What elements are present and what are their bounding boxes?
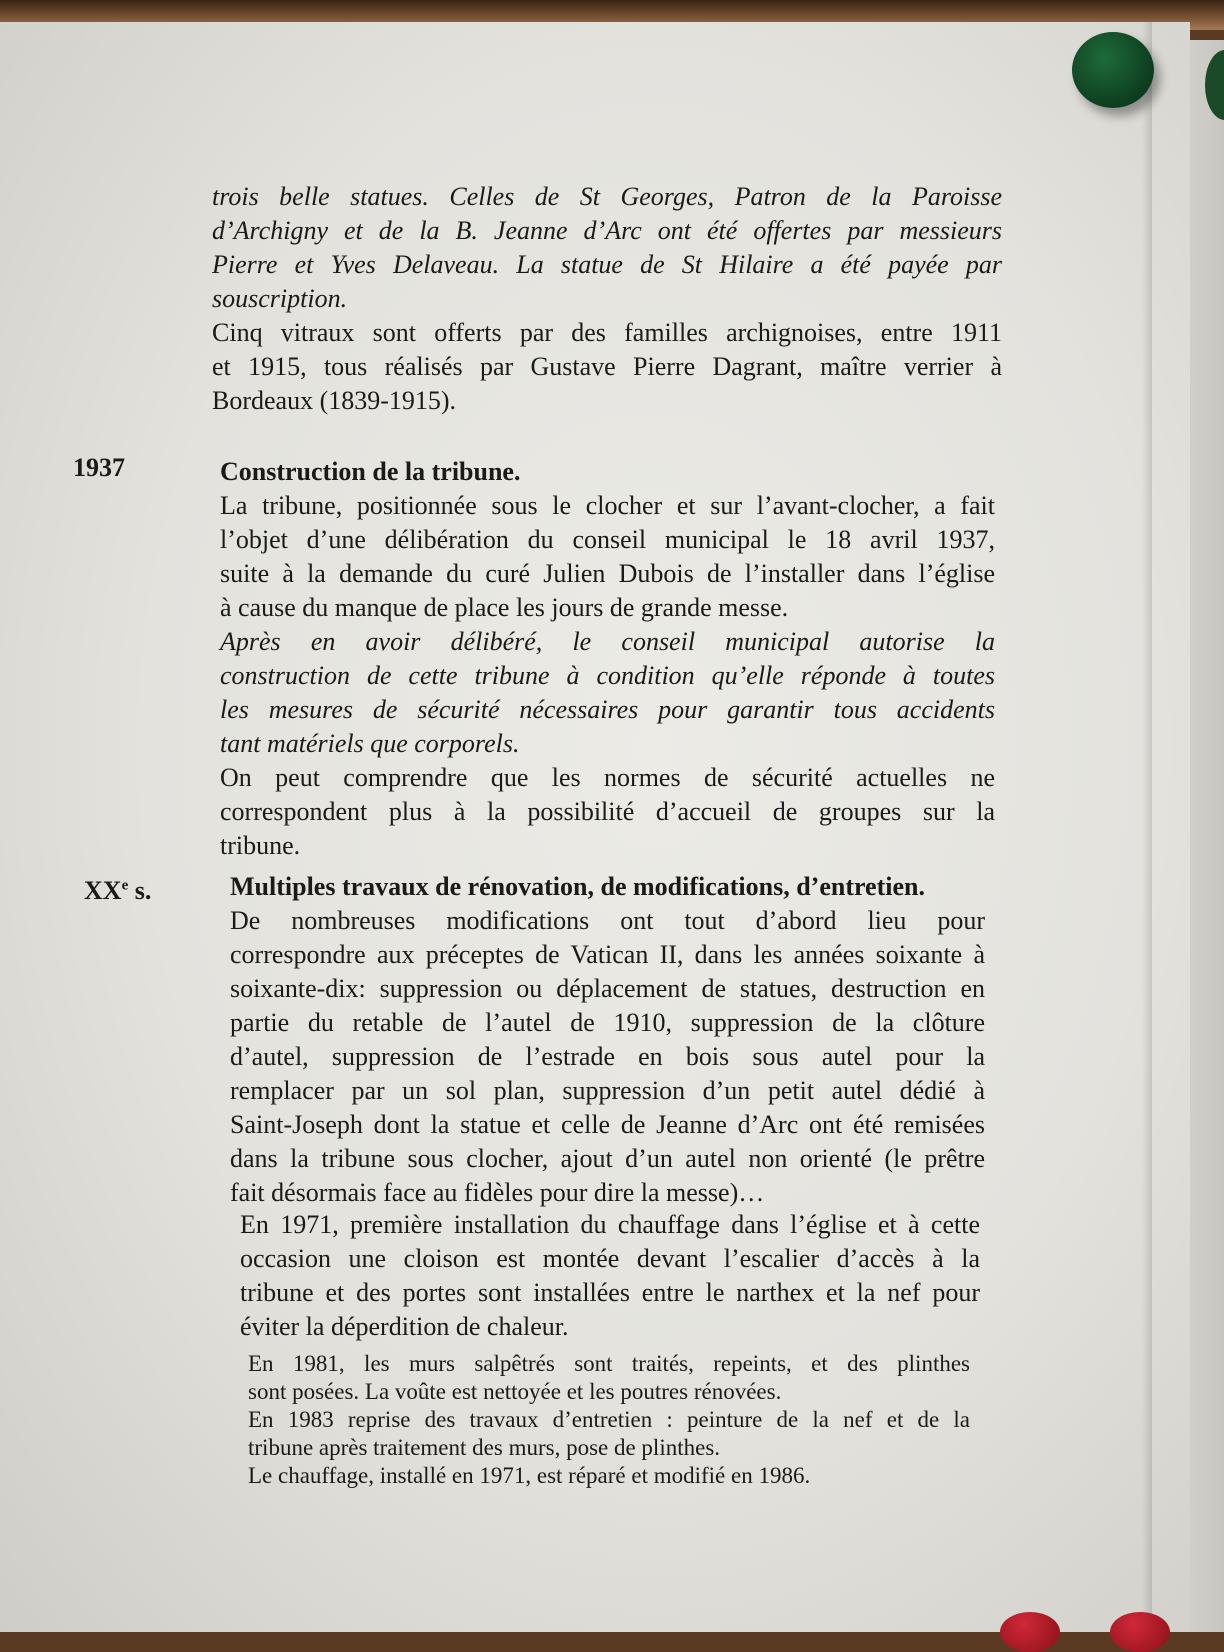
text-line: De nombreuses modifications ont tout d’abord lieu pour bbox=[230, 906, 985, 935]
text-line: partie du retable de l’autel de 1910, suppression de la clôture bbox=[230, 1008, 985, 1037]
text-line: Après en avoir délibéré, le conseil municipal autorise la bbox=[220, 627, 995, 656]
text-line: fait désormais face au fidèles pour dire la messe)… bbox=[230, 1178, 765, 1207]
text-line: construction de cette tribune à condition qu’elle réponde à toutes bbox=[220, 661, 995, 690]
pushpin-green-icon bbox=[1072, 32, 1154, 108]
text-line: suite à la demande du curé Julien Dubois de l’installer dans l’église bbox=[220, 559, 995, 588]
text-line: En 1983 reprise des travaux d’entretien : peinture de la nef et de la bbox=[248, 1407, 970, 1432]
text-line: tribune. bbox=[220, 831, 301, 860]
text-line: En 1981, les murs salpêtrés sont traités, repeints, et des plinthes bbox=[248, 1351, 970, 1376]
text-line: d’autel, suppression de l’estrade en bois sous autel pour la bbox=[230, 1042, 985, 1071]
text-line: à cause du manque de place les jours de grande messe. bbox=[220, 593, 789, 622]
paragraph-statues-vitraux bbox=[212, 180, 1002, 418]
text-line: éviter la déperdition de chaleur. bbox=[240, 1312, 569, 1341]
text-line: l’objet d’une délibération du conseil municipal le 18 avril 1937, bbox=[220, 525, 995, 554]
text-line: Bordeaux (1839-1915). bbox=[212, 386, 457, 415]
paragraph-chauffage-1971 bbox=[240, 1208, 980, 1344]
text-line: correspondent plus à la possibilité d’accueil de groupes sur la bbox=[220, 797, 995, 826]
text-line: On peut comprendre que les normes de sécurité actuelles ne bbox=[220, 763, 995, 792]
text-line: d’Archigny et de la B. Jeanne d’Arc ont été offertes par messieurs bbox=[212, 216, 1002, 245]
text-line: souscription. bbox=[212, 284, 348, 313]
pushpin-red-icon bbox=[1110, 1612, 1170, 1652]
text-line: et 1915, tous réalisés par Gustave Pierre Dagrant, maître verrier à bbox=[212, 352, 1002, 381]
label-text: XX bbox=[84, 876, 122, 905]
text-line: tribune et des portes sont installées entre le narthex et la nef pour bbox=[240, 1278, 980, 1307]
text-line: Saint-Joseph dont la statue et celle de Jeanne d’Arc ont été remisées bbox=[230, 1110, 985, 1139]
label-superscript: e bbox=[121, 877, 129, 894]
section-heading: Construction de la tribune. bbox=[220, 457, 521, 486]
pushpin-red-icon bbox=[1000, 1612, 1060, 1652]
section-renovation bbox=[230, 870, 985, 1210]
text-line: Le chauffage, installé en 1971, est réparé et modifié en 1986. bbox=[248, 1463, 811, 1488]
text-line: sont posées. La voûte est nettoyée et les poutres rénovées. bbox=[248, 1379, 782, 1404]
text-line: trois belle statues. Celles de St Georges, Patron de la Paroisse bbox=[212, 182, 1002, 211]
text-line: La tribune, positionnée sous le clocher et sur l’avant-clocher, a fait bbox=[220, 491, 995, 520]
text-line: correspondre aux préceptes de Vatican II, dans les années soixante à bbox=[230, 940, 985, 969]
page-edge-shadow bbox=[1142, 22, 1152, 1632]
text-line: les mesures de sécurité nécessaires pour garantir tous accidents bbox=[220, 695, 995, 724]
label-suffix: s. bbox=[128, 876, 152, 905]
text-line: En 1971, première installation du chauffage dans l’église et à cette bbox=[240, 1210, 980, 1239]
text-line: tribune après traitement des murs, pose de plinthes. bbox=[248, 1435, 721, 1460]
text-line: Pierre et Yves Delaveau. La statue de St Hilaire a été payée par bbox=[212, 250, 1002, 279]
section-tribune bbox=[220, 455, 995, 863]
text-line: dans la tribune sous clocher, ajout d’un autel non orienté (le prêtre bbox=[230, 1144, 985, 1173]
paragraph-travaux-1981 bbox=[248, 1350, 970, 1490]
text-line: tant matériels que corporels. bbox=[220, 729, 520, 758]
text-line: remplacer par un sol plan, suppression d’un petit autel dédié à bbox=[230, 1076, 985, 1105]
text-line: soixante-dix: suppression ou déplacement de statues, destruction en bbox=[230, 974, 985, 1003]
date-label-xxe-siecle bbox=[84, 876, 151, 906]
text-line: Cinq vitraux sont offerts par des familles archignoises, entre 1911 bbox=[212, 318, 1002, 347]
text-line: occasion une cloison est montée devant l’escalier d’accès à la bbox=[240, 1244, 980, 1273]
date-label-1937: 1937 bbox=[73, 453, 125, 482]
section-heading: Multiples travaux de rénovation, de modifications, d’entretien. bbox=[230, 872, 925, 901]
